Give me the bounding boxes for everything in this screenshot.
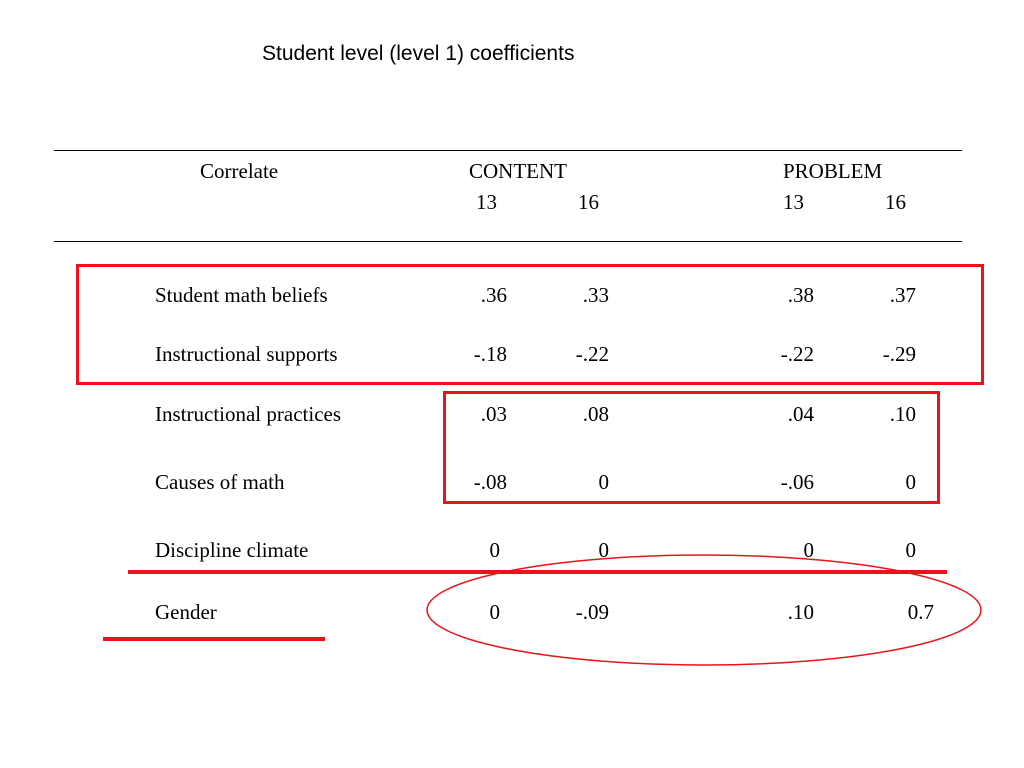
cell-problem-16: 0.7 bbox=[907, 600, 934, 624]
header-problem: PROBLEM bbox=[783, 159, 883, 183]
cell-content-16: 0 bbox=[598, 538, 609, 562]
header-problem-13: 13 bbox=[783, 190, 804, 214]
row-label: Discipline climate bbox=[155, 538, 309, 562]
highlight-ellipse-gender bbox=[427, 555, 981, 665]
cell-problem-13: .04 bbox=[787, 402, 814, 426]
cell-problem-13: 0 bbox=[803, 538, 814, 562]
header-problem-16: 16 bbox=[885, 190, 906, 214]
cell-content-16: -.09 bbox=[575, 600, 609, 624]
page-title: Student level (level 1) coefficients bbox=[262, 42, 575, 65]
header-content-13: 13 bbox=[476, 190, 497, 214]
cell-content-13: -.08 bbox=[473, 470, 507, 494]
cell-content-13: .36 bbox=[480, 283, 507, 307]
cell-problem-13: -.06 bbox=[780, 470, 814, 494]
cell-problem-13: .10 bbox=[787, 600, 814, 624]
cell-problem-16: .10 bbox=[889, 402, 916, 426]
header-content-16: 16 bbox=[578, 190, 599, 214]
header-correlate: Correlate bbox=[200, 159, 279, 183]
cell-problem-13: .38 bbox=[787, 283, 814, 307]
cell-content-16: 0 bbox=[598, 470, 609, 494]
cell-content-16: .08 bbox=[582, 402, 609, 426]
cell-content-13: .03 bbox=[480, 402, 507, 426]
row-label: Instructional practices bbox=[155, 402, 342, 426]
cell-content-13: 0 bbox=[489, 538, 500, 562]
cell-problem-16: 0 bbox=[905, 538, 916, 562]
cell-content-16: .33 bbox=[582, 283, 609, 307]
header-content: CONTENT bbox=[469, 159, 567, 183]
row-label: Causes of math bbox=[155, 470, 285, 494]
cell-content-13: 0 bbox=[489, 600, 500, 624]
row-label: Student math beliefs bbox=[155, 283, 328, 307]
row-label: Gender bbox=[155, 600, 217, 624]
cell-problem-16: .37 bbox=[889, 283, 916, 307]
cell-content-13: -.18 bbox=[473, 342, 507, 366]
row-label: Instructional supports bbox=[155, 342, 338, 366]
cell-content-16: -.22 bbox=[575, 342, 609, 366]
cell-problem-13: -.22 bbox=[780, 342, 814, 366]
cell-problem-16: 0 bbox=[905, 470, 916, 494]
cell-problem-16: -.29 bbox=[882, 342, 916, 366]
